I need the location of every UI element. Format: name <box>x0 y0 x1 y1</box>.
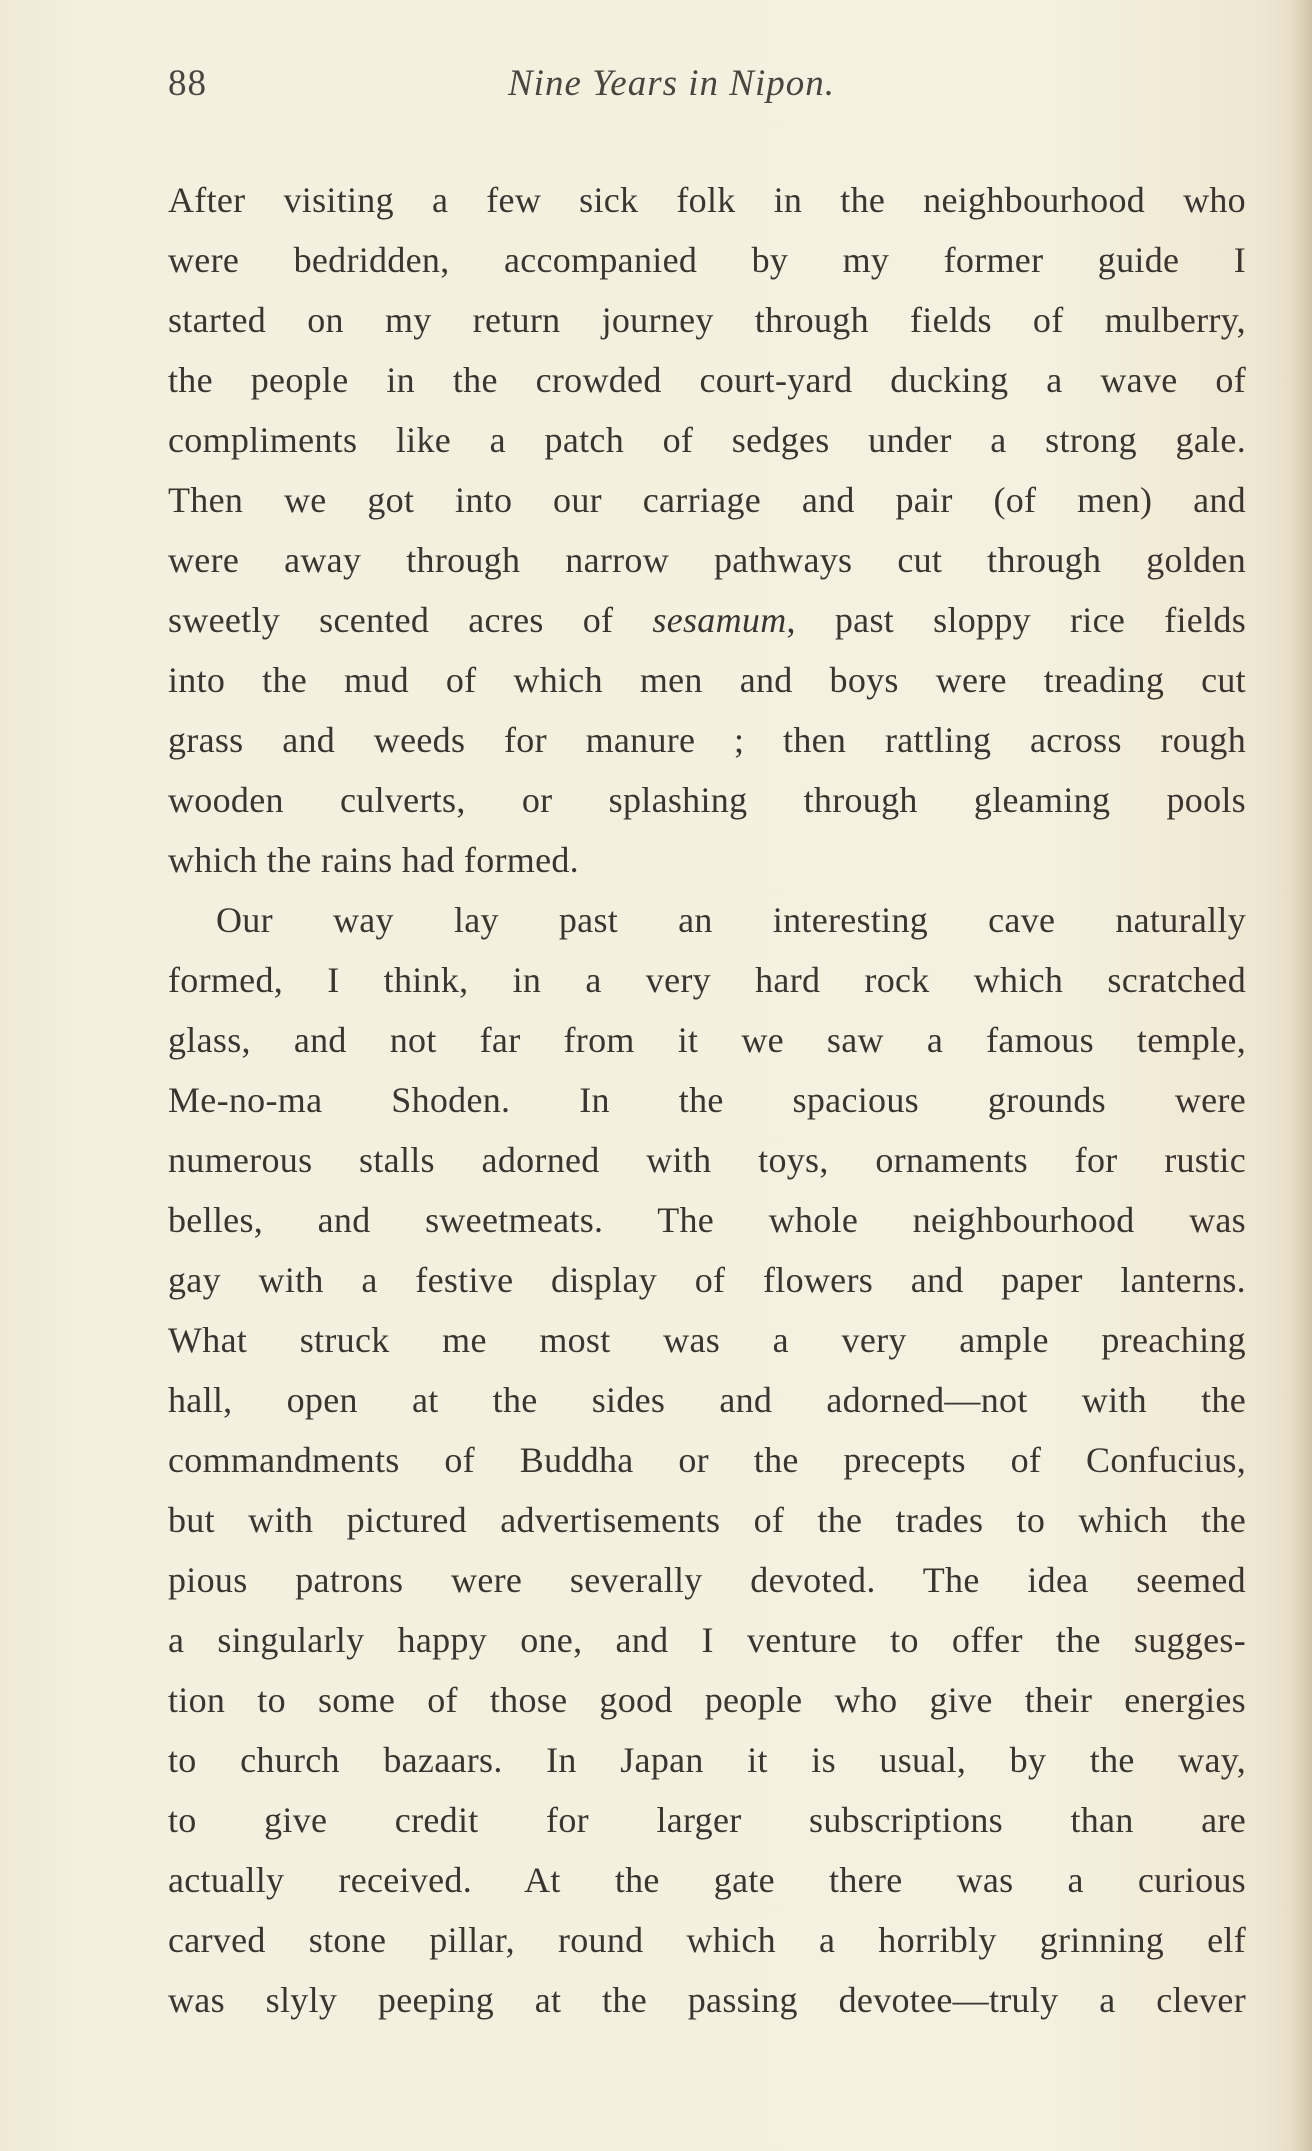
italic-word: sesamum <box>652 600 787 640</box>
text-line: gay with a festive display of flowers and paper lanterns. <box>168 1260 1246 1300</box>
text-line: into the mud of which men and boys were treading cut <box>168 660 1246 700</box>
page-number: 88 <box>168 63 207 104</box>
text-line: formed, I think, in a very hard rock which scratched <box>168 960 1246 1000</box>
text-line: a singularly happy one, and I venture to offer the sugges- <box>168 1620 1246 1660</box>
text-line: actually received. At the gate there was a curious <box>168 1860 1246 1900</box>
text-line: to give credit for larger subscriptions than are <box>168 1800 1246 1840</box>
text-line: started on my return journey through fields of mulberry, <box>168 300 1246 340</box>
text-line: glass, and not far from it we saw a famous temple, <box>168 1020 1246 1060</box>
text-line: tion to some of those good people who give their energies <box>168 1680 1246 1720</box>
text-line: numerous stalls adorned with toys, ornaments for rustic <box>168 1140 1246 1180</box>
text-line: were bedridden, accompanied by my former guide I <box>168 240 1246 280</box>
text-line: the people in the crowded court-yard ducking a wave of <box>168 360 1246 400</box>
text-line: wooden culverts, or splashing through gleaming pools <box>168 780 1246 820</box>
text-line: grass and weeds for manure ; then rattling across rough <box>168 720 1246 760</box>
text-line: After visiting a few sick folk in the neighbourhood who <box>168 180 1246 220</box>
text-line <box>168 590 1246 650</box>
text-line: Me-no-ma Shoden. In the spacious grounds were <box>168 1080 1246 1120</box>
text-line: were away through narrow pathways cut through golden <box>168 540 1246 580</box>
paragraph-first-line: Our way lay past an interesting cave naturally <box>216 900 1246 940</box>
text-line: was slyly peeping at the passing devotee—truly a clever <box>168 1980 1246 2020</box>
paragraph-last-line: which the rains had formed. <box>168 840 579 880</box>
text-line: hall, open at the sides and adorned—not with the <box>168 1380 1246 1420</box>
text-segment: , past sloppy rice fields <box>786 600 1246 640</box>
text-line: belles, and sweetmeats. The whole neighbourhood was <box>168 1200 1246 1240</box>
page-header <box>168 62 1254 112</box>
text-line: carved stone pillar, round which a horribly grinning elf <box>168 1920 1246 1960</box>
text-line: What struck me most was a very ample preaching <box>168 1320 1246 1360</box>
text-line: but with pictured advertisements of the trades to which the <box>168 1500 1246 1540</box>
text-line: commandments of Buddha or the precepts of Confucius, <box>168 1440 1246 1480</box>
text-line: Then we got into our carriage and pair (of men) and <box>168 480 1246 520</box>
page-edge-shadow <box>1290 0 1312 2151</box>
text-line: compliments like a patch of sedges under a strong gale. <box>168 420 1246 460</box>
text-segment: sweetly scented acres of <box>168 600 653 640</box>
text-line: pious patrons were severally devoted. The idea seemed <box>168 1560 1246 1600</box>
running-title: Nine Years in Nipon. <box>508 63 836 104</box>
body-text <box>168 170 1246 2030</box>
text-line: to church bazaars. In Japan it is usual, by the way, <box>168 1740 1246 1780</box>
